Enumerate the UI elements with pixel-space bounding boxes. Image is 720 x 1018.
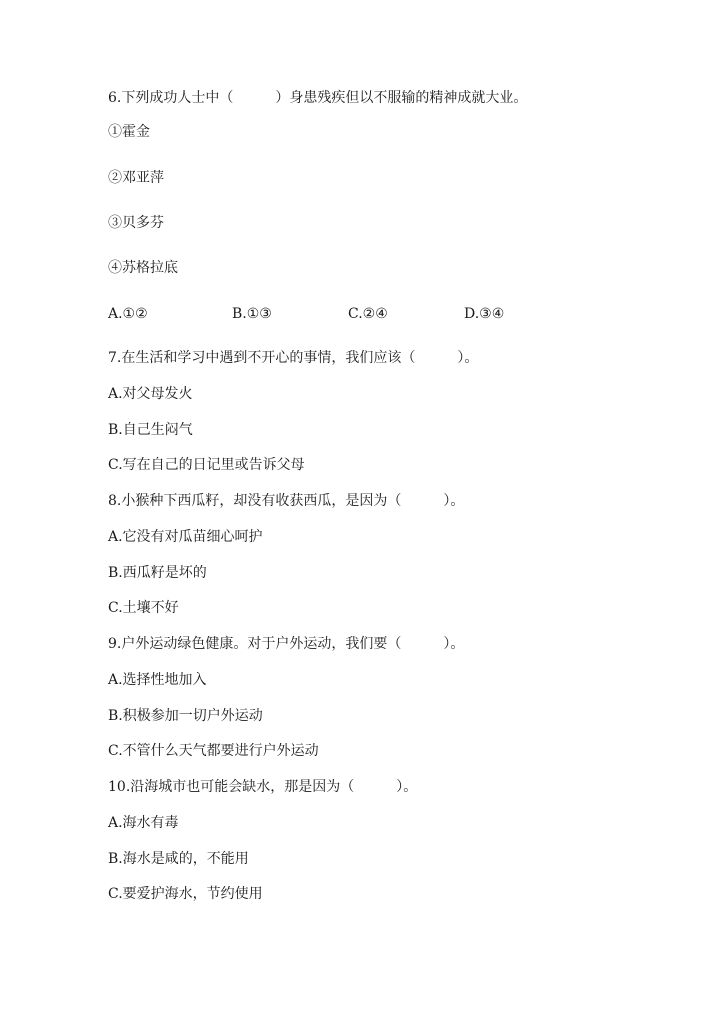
question-7-option-c: C.写在自己的日记里或告诉父母 (108, 457, 305, 473)
question-6-stem: 6.下列成功人士中（ ）身患残疾但以不服输的精神成就大业。 (108, 90, 528, 106)
question-6-choice-c: C.②④ (348, 306, 388, 322)
question-9-option-a: A.选择性地加入 (108, 672, 207, 688)
question-10-option-b: B.海水是咸的，不能用 (108, 851, 249, 867)
question-9-option-c: C.不管什么天气都要进行户外运动 (108, 743, 319, 759)
question-10-option-a: A.海水有毒 (108, 815, 179, 831)
question-8-option-a: A.它没有对瓜苗细心呵护 (108, 529, 263, 545)
question-8-option-b: B.西瓜籽是坏的 (108, 565, 207, 581)
question-6-item-4: ④苏格拉底 (108, 260, 178, 276)
question-8-stem: 8.小猴种下西瓜籽，却没有收获西瓜，是因为（ ）。 (108, 493, 465, 509)
question-6-choice-d: D.③④ (464, 306, 505, 322)
question-7-option-b: B.自己生闷气 (108, 422, 193, 438)
question-10-stem: 10.沿海城市也可能会缺水，那是因为（ ）。 (108, 779, 418, 795)
question-9-option-b: B.积极参加一切户外运动 (108, 708, 263, 724)
question-8-option-c: C.土壤不好 (108, 600, 179, 616)
question-6-choice-b: B.①③ (232, 306, 272, 322)
question-7-stem: 7.在生活和学习中遇到不开心的事情，我们应该（ ）。 (108, 350, 479, 366)
question-6-item-3: ③贝多芬 (108, 215, 164, 231)
question-6-choices (108, 304, 608, 324)
question-6-item-1: ①霍金 (108, 124, 150, 140)
question-10-option-c: C.要爱护海水，节约使用 (108, 886, 263, 902)
question-9-stem: 9.户外运动绿色健康。对于户外运动，我们要（ ）。 (108, 636, 465, 652)
question-6-item-2: ②邓亚萍 (108, 170, 164, 186)
question-6-choice-a: A.①② (108, 306, 148, 322)
question-7-option-a: A.对父母发火 (108, 386, 193, 402)
